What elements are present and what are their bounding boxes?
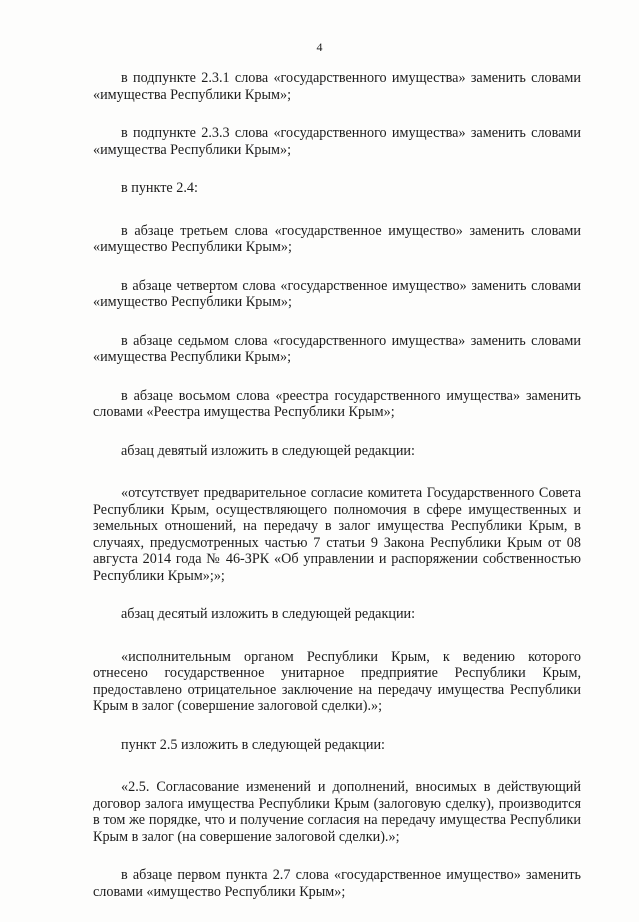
paragraph: «отсутствует предварительное согласие комитета Государственного Совета Республики Крым, осуществляющего полномочия в сфере имущественных и земельных отношений, на передачу в залог имущества Республики Крым, в случаях, предусмотренных частью 7 статьи 9 Закона Республики Крым от 08 августа 2014 года № 46-ЗРК «Об управлении и распоряжении собственностью Республики Крым»;»; — [93, 485, 581, 584]
paragraph: в абзаце третьем слова «государственное имущество» заменить словами «имущество Республики Крым»; — [93, 222, 581, 255]
paragraph: в абзаце седьмом слова «государственного имущества» заменить словами «имущества Республики Крым»; — [93, 332, 581, 365]
paragraph: «исполнительным органом Республики Крым, к ведению которого отнесено государственное унитарное предприятие Республики Крым, предоставлено отрицательное заключение на передачу имущества Республики Крым в залог (совершение залоговой сделки).»; — [93, 648, 581, 714]
paragraph: «2.5. Согласование изменений и дополнений, вносимых в действующий договор залога имущества Республики Крым (залоговую сделку), производится в том же порядке, что и получение согласия на передачу имущества Республики Крым в залог (на совершение залоговой сделки).»; — [93, 779, 581, 845]
paragraph: в подпункте 2.3.1 слова «государственного имущества» заменить словами «имущества Республики Крым»; — [93, 70, 581, 103]
paragraph: в абзаце восьмом слова «реестра государственного имущества» заменить словами «Реестра имущества Республики Крым»; — [93, 387, 581, 420]
document-body — [93, 70, 581, 922]
page-number: 4 — [316, 40, 323, 54]
paragraph: в абзаце четвертом слова «государственное имущество» заменить словами «имущество Республики Крым»; — [93, 277, 581, 310]
paragraph: пункт 2.5 изложить в следующей редакции: — [121, 736, 385, 753]
paragraph: абзац девятый изложить в следующей редакции: — [121, 442, 415, 459]
paragraph: в абзаце первом пункта 2.7 слова «государственное имущество» заменить словами «имущество Республики Крым»; — [93, 867, 581, 900]
paragraph: абзац десятый изложить в следующей редакции: — [121, 606, 416, 622]
paragraph: в пункте 2.4: — [121, 180, 198, 196]
paragraph: в подпункте 2.3.3 слова «государственного имущества» заменить словами «имущества Республики Крым»; — [93, 125, 581, 158]
